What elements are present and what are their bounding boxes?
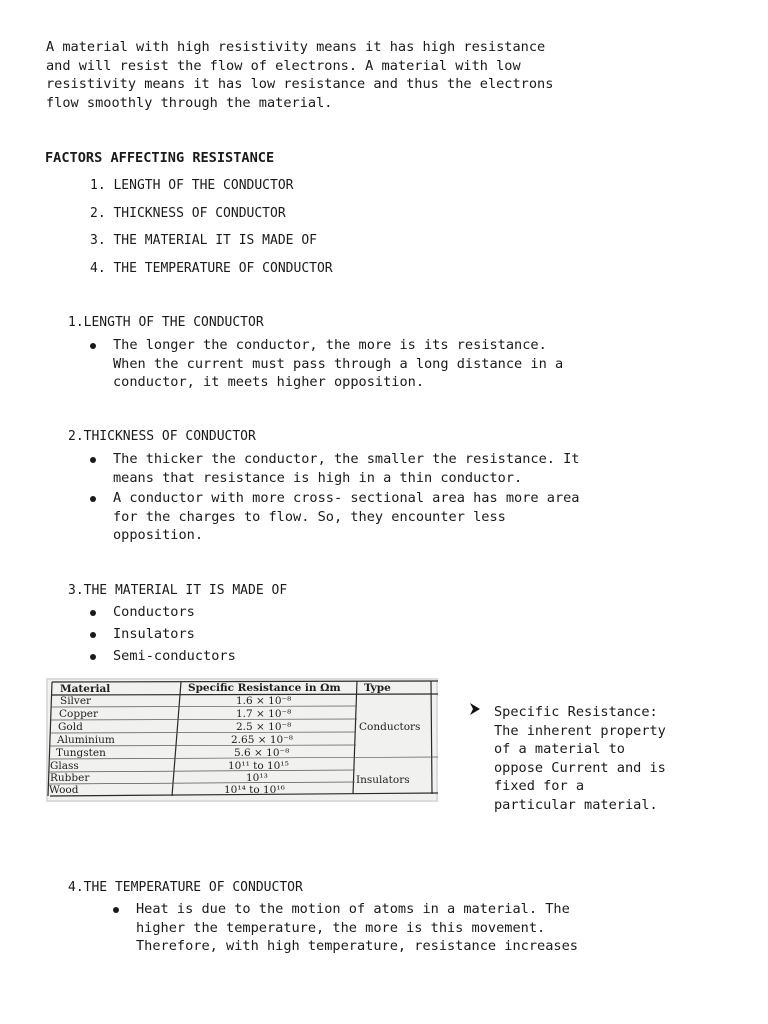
table-cell-value: 2.65 × 10⁻⁸	[231, 734, 293, 746]
section-heading-length: 1.LENGTH OF THE CONDUCTOR	[68, 315, 264, 330]
table-cell-type-conductors: Conductors	[359, 721, 421, 733]
table-cell-material: Aluminium	[57, 734, 115, 746]
table-cell-material: Silver	[60, 695, 92, 707]
table-header-material: Material	[60, 683, 111, 695]
section-heading-thickness: 2.THICKNESS OF CONDUCTOR	[68, 429, 256, 444]
table-cell-material: Gold	[58, 721, 83, 733]
table-header-resistance: Specific Resistance in Ωm	[188, 682, 341, 694]
table-cell-material: Wood	[49, 784, 79, 796]
table-cell-value: 10¹⁴ to 10¹⁶	[224, 784, 285, 796]
factor-item-temperature: 4. THE TEMPERATURE OF CONDUCTOR	[90, 261, 333, 276]
bullet-icon	[90, 343, 96, 349]
bullet-icon	[90, 496, 96, 502]
factor-item-thickness: 2. THICKNESS OF CONDUCTOR	[90, 206, 286, 221]
bullet-icon	[113, 907, 119, 913]
bullet-text: The thicker the conductor, the smaller the resistance. It means that resistance is high in a thin conductor.	[113, 451, 580, 486]
bullet-text: Semi-conductors	[113, 648, 236, 664]
factor-item-length: 1. LENGTH OF THE CONDUCTOR	[90, 178, 294, 193]
table-cell-material: Tungsten	[56, 747, 106, 759]
resistance-table-image	[46, 678, 438, 802]
arrowhead-bullet-icon	[469, 702, 481, 716]
table-cell-material: Copper	[59, 708, 99, 720]
bullet-text: Conductors	[113, 604, 195, 620]
specific-resistance-definition: Specific Resistance: The inherent property of a material to oppose Current and is fixed for a particular material.	[494, 704, 666, 813]
table-cell-material: Rubber	[50, 772, 90, 784]
bullet-icon	[90, 610, 96, 616]
intro-paragraph: A material with high resistivity means it has high resistance and will resist the flow of electrons. A material with low resistivity means it has low resistance and thus the electrons flow smoothly through the material.	[46, 39, 554, 111]
bullet-icon	[90, 457, 96, 463]
table-cell-value: 5.6 × 10⁻⁸	[234, 747, 290, 759]
bullet-text: The longer the conductor, the more is its resistance. When the current must pass through a long distance in a conductor, it meets higher opposition.	[113, 337, 564, 391]
table-cell-type-insulators: Insulators	[356, 774, 410, 786]
factor-item-material: 3. THE MATERIAL IT IS MADE OF	[90, 233, 317, 248]
section-heading-temperature: 4.THE TEMPERATURE OF CONDUCTOR	[68, 880, 303, 895]
bullet-icon	[90, 632, 96, 638]
table-cell-value: 2.5 × 10⁻⁸	[236, 721, 292, 733]
table-cell-value: 10¹¹ to 10¹⁵	[228, 760, 289, 772]
bullet-text: Heat is due to the motion of atoms in a material. The higher the temperature, the more is this movement. Therefore, with high temperature, resistance increases	[136, 901, 578, 955]
factors-heading: FACTORS AFFECTING RESISTANCE	[45, 150, 275, 166]
bullet-text: A conductor with more cross- sectional area has more area for the charges to flow. So, they encounter less opposition.	[113, 490, 580, 544]
table-cell-value: 10¹³	[246, 772, 268, 784]
bullet-icon	[90, 654, 96, 660]
table-cell-value: 1.6 × 10⁻⁸	[236, 695, 292, 707]
bullet-text: Insulators	[113, 626, 195, 642]
table-header-type: Type	[364, 682, 391, 694]
section-heading-material: 3.THE MATERIAL IT IS MADE OF	[68, 583, 288, 598]
table-cell-value: 1.7 × 10⁻⁸	[236, 708, 292, 720]
table-cell-material: Glass	[50, 760, 79, 772]
